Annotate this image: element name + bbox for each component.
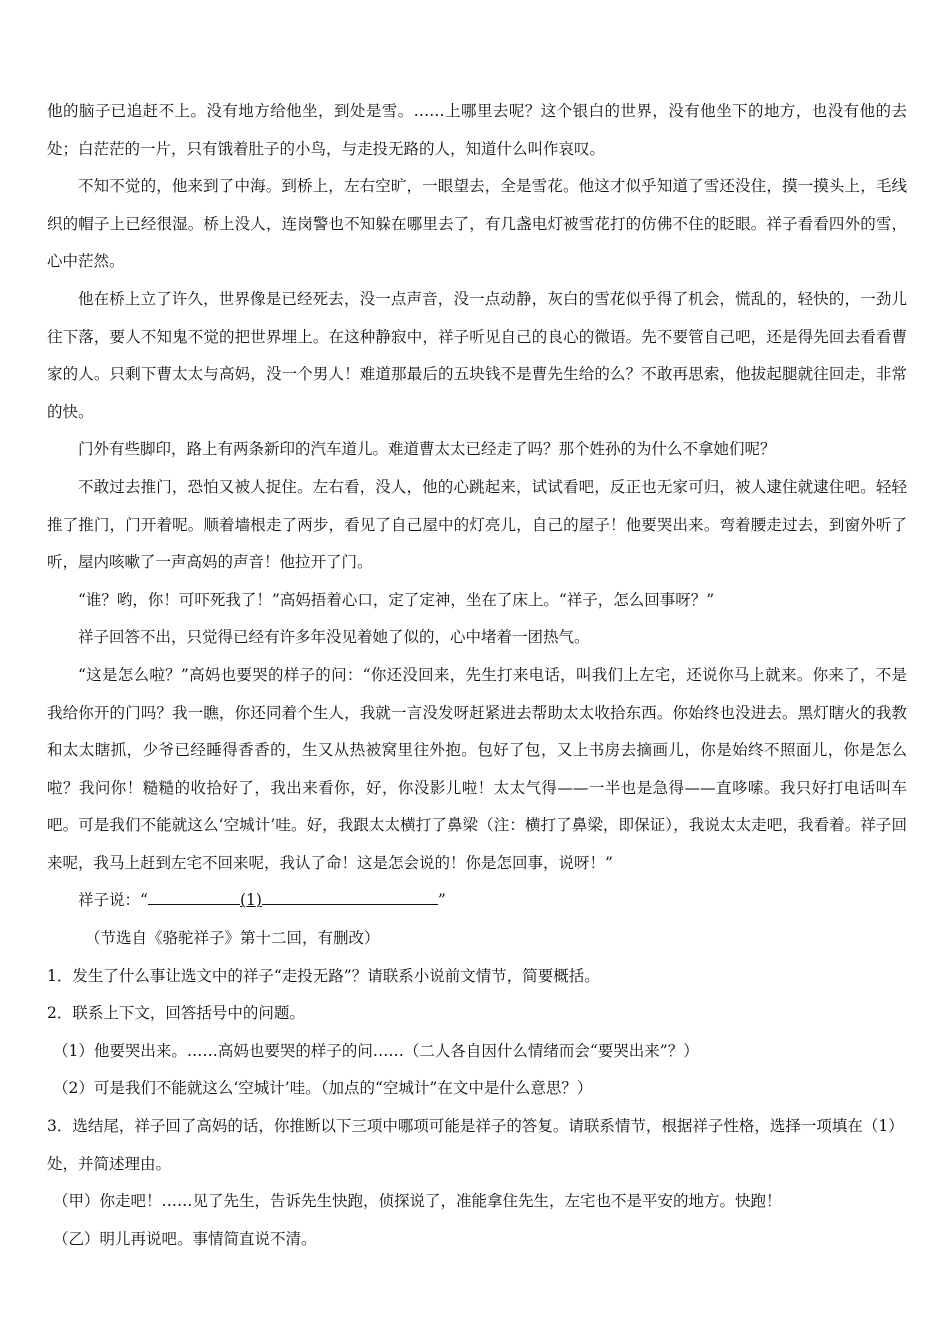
passage-paragraph-1: 他的脑子已追赶不上。没有地方给他坐，到处是雪。……上哪里去呢？这个银白的世界，没有他坐下的地方，也没有他的去处；白茫茫的一片，只有饿着肚子的小鸟，与走投无路的人，知道什么叫作哀叹。 bbox=[47, 102, 907, 158]
question-3-option-a: （甲）你走吧！……见了先生，告诉先生快跑，侦探说了，准能拿住先生，左宅也不是平安的地方。快跑！ bbox=[53, 1192, 782, 1211]
question-1: 1．发生了什么事让选文中的祥子“走投无路”？请联系小说前文情节，简要概括。 bbox=[47, 966, 600, 985]
question-2-part-2: （2）可是我们不能就这么‘空城计’哇。（加点的“空城计”在文中是什么意思？） bbox=[53, 1079, 593, 1098]
blank-number: (1) bbox=[239, 891, 262, 910]
blank-suffix: ” bbox=[437, 891, 446, 910]
blank-underline-left bbox=[148, 886, 240, 905]
document-page bbox=[47, 93, 907, 1258]
source-note: （节选自《骆驼祥子》第十二回，有删改） bbox=[85, 929, 380, 948]
answer-blank-line bbox=[47, 882, 907, 920]
question-2: 2．联系上下文，回答括号中的问题。 bbox=[47, 1004, 305, 1023]
question-3-option-b: （乙）明儿再说吧。事情简直说不清。 bbox=[53, 1229, 317, 1248]
question-2-part-1: （1）他要哭出来。……高妈也要哭的样子的问……（二人各自因什么情绪而会“要哭出来”？） bbox=[53, 1041, 699, 1060]
question-3: 3．选结尾，祥子回了高妈的话，你推断以下三项中哪项可能是祥子的答复。请联系情节，根据祥子性格，选择一项填在（1）处，并简述理由。 bbox=[47, 1117, 904, 1173]
passage-paragraph-7: 祥子回答不出，只觉得已经有许多年没见着她了似的，心中堵着一团热气。 bbox=[78, 628, 590, 647]
blank-prefix: 祥子说：“ bbox=[78, 891, 148, 910]
blank-underline-right bbox=[262, 886, 438, 905]
passage-paragraph-4: 门外有些脚印，路上有两条新印的汽车道儿。难道曹太太已经走了吗？那个姓孙的为什么不拿她们呢？ bbox=[78, 440, 776, 459]
passage-paragraph-8: “这是怎么啦？”高妈也要哭的样子的问：“你还没回来，先生打来电话，叫我们上左宅，还说你马上就来。你来了，不是我给你开的门吗？我一瞧，你还同着个生人，我就一言没发呀赶紧进去帮助太太收拾东西。你始终也没进去。黑灯瞎火的我教和太太瞎抓，少爷已经睡得香香的，生又从热被窝里往外抱。包好了包，又上书房去摘画儿，你是始终不照面儿，你是怎么啦？我问你！糙糙的收拾好了，我出来看你，好，你没影儿啦！太太气得——一半也是急得——直哆嗦。我只好打电话叫车吧。可是我们不能就这么‘空城计’哇。好，我跟太太横打了鼻梁（注：横打了鼻梁，即保证），我说太太走吧，我看着。祥子回来呢，我马上赶到左宅不回来呢，我认了命！这是怎会说的！你是怎回事，说呀！” bbox=[47, 665, 907, 872]
passage-paragraph-6: “谁？哟，你！可吓死我了！”高妈捂着心口，定了定神，坐在了床上。“祥子，怎么回事呀？” bbox=[78, 590, 715, 609]
passage-paragraph-5: 不敢过去推门，恐怕又被人捉住。左右看，没人，他的心跳起来，试试看吧，反正也无家可归，被人逮住就逮住吧。轻轻推了推门，门开着呢。顺着墙根走了两步，看见了自己屋中的灯亮儿，自己的屋子！他要哭出来。弯着腰走过去，到窗外听了听，屋内咳嗽了一声高妈的声音！他拉开了门。 bbox=[47, 477, 907, 572]
passage-paragraph-3: 他在桥上立了许久，世界像是已经死去，没一点声音，没一点动静，灰白的雪花似乎得了机会，慌乱的，轻快的，一劲儿往下落，要人不知鬼不觉的把世界埋上。在这种静寂中，祥子听见自己的良心的微语。先不要管自己吧，还是得先回去看看曹家的人。只剩下曹太太与高妈，没一个男人！难道那最后的五块钱不是曹先生给的么？不敢再思索，他拔起腿就往回走，非常的快。 bbox=[47, 289, 907, 421]
passage-paragraph-2: 不知不觉的，他来到了中海。到桥上，左右空旷，一眼望去，全是雪花。他这才似乎知道了雪还没住，摸一摸头上，毛线织的帽子上已经很湿。桥上没人，连岗警也不知躲在哪里去了，有几盏电灯被雪花打的仿佛不住的眨眼。祥子看看四外的雪，心中茫然。 bbox=[47, 177, 907, 271]
